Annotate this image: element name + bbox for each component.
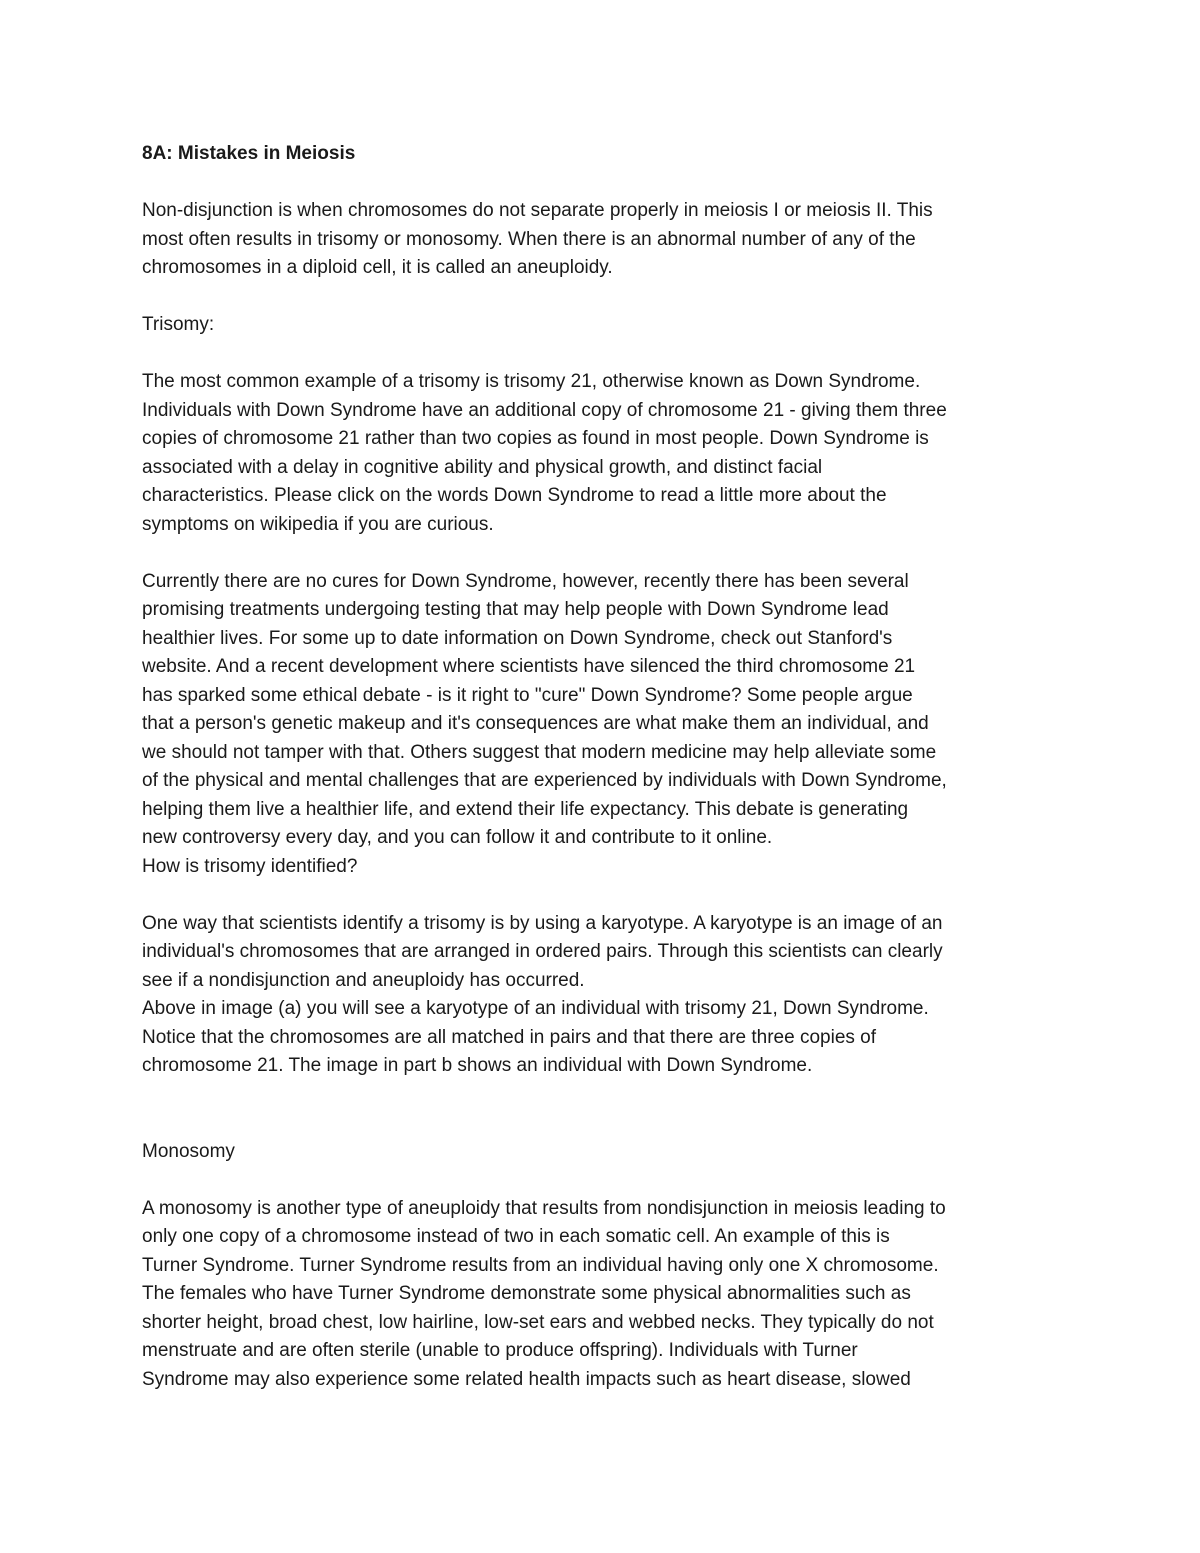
spacer bbox=[142, 1081, 1072, 1138]
paragraph-line: symptoms on wikipedia if you are curious. bbox=[142, 513, 494, 535]
spacer bbox=[142, 1166, 1072, 1195]
paragraph-line: Non-disjunction is when chromosomes do not separate properly in meiosis I or meiosis II. This bbox=[142, 200, 933, 221]
paragraph-line: The females who have Turner Syndrome demonstrate some physical abnormalities such as bbox=[142, 1283, 911, 1304]
paragraph-line: One way that scientists identify a trisomy is by using a karyotype. A karyotype is an image of an bbox=[142, 912, 943, 934]
paragraph-line: A monosomy is another type of aneuploidy that results from nondisjunction in meiosis leading to bbox=[142, 1197, 946, 1219]
paragraph-line: see if a nondisjunction and aneuploidy has occurred. bbox=[142, 969, 585, 991]
paragraph-line: that a person's genetic makeup and it's consequences are what make them an individual, and bbox=[142, 713, 929, 734]
spacer bbox=[142, 881, 1072, 910]
spacer bbox=[142, 283, 1072, 312]
paragraph-line: menstruate and are often sterile (unable to produce offspring). Individuals with Turner bbox=[142, 1340, 858, 1361]
paragraph-line: chromosomes in a diploid cell, it is called an aneuploidy. bbox=[142, 257, 613, 278]
paragraph-line: Individuals with Down Syndrome have an additional copy of chromosome 21 - giving them three bbox=[142, 399, 947, 421]
monosomy-paragraph-1 bbox=[142, 1195, 1072, 1395]
paragraph-line: new controversy every day, and you can follow it and contribute to it online. bbox=[142, 827, 773, 848]
paragraph-line: Turner Syndrome. Turner Syndrome results from an individual having only one X chromosome. bbox=[142, 1254, 939, 1276]
spacer bbox=[142, 169, 1072, 198]
spacer bbox=[142, 340, 1072, 369]
paragraph-line: most often results in trisomy or monosomy. When there is an abnormal number of any of the bbox=[142, 228, 916, 250]
intro-paragraph bbox=[142, 197, 1072, 283]
monosomy-heading: Monosomy bbox=[142, 1140, 235, 1162]
paragraph-line: of the physical and mental challenges that are experienced by individuals with Down Syndrome, bbox=[142, 770, 947, 791]
paragraph-line: website. And a recent development where scientists have silenced the third chromosome 21 bbox=[142, 656, 916, 677]
paragraph-line: helping them live a healthier life, and extend their life expectancy. This debate is generating bbox=[142, 798, 909, 820]
trisomy-heading: Trisomy: bbox=[142, 314, 215, 335]
trisomy-paragraph-3 bbox=[142, 910, 1072, 1081]
document-title: 8A: Mistakes in Meiosis bbox=[142, 143, 356, 164]
paragraph-line: Currently there are no cures for Down Syndrome, however, recently there has been several bbox=[142, 570, 909, 592]
trisomy-paragraph-1 bbox=[142, 368, 1072, 539]
paragraph-line: we should not tamper with that. Others suggest that modern medicine may help alleviate some bbox=[142, 741, 937, 763]
paragraph-line: has sparked some ethical debate - is it right to "cure" Down Syndrome? Some people argue bbox=[142, 684, 913, 706]
paragraph-line: healthier lives. For some up to date information on Down Syndrome, check out Stanford's bbox=[142, 627, 893, 649]
paragraph-line: copies of chromosome 21 rather than two copies as found in most people. Down Syndrome is bbox=[142, 428, 929, 449]
document-body bbox=[142, 140, 1072, 1394]
paragraph-line: Syndrome may also experience some related health impacts such as heart disease, slowed bbox=[142, 1368, 911, 1390]
trisomy-paragraph-2 bbox=[142, 568, 1072, 882]
paragraph-line: Notice that the chromosomes are all matched in pairs and that there are three copies of bbox=[142, 1026, 877, 1048]
paragraph-line: Above in image (a) you will see a karyotype of an individual with trisomy 21, Down Syndrome. bbox=[142, 998, 929, 1019]
paragraph-line: only one copy of a chromosome instead of two in each somatic cell. An example of this is bbox=[142, 1226, 890, 1247]
subheading-trisomy-identified: How is trisomy identified? bbox=[142, 855, 358, 877]
paragraph-line: associated with a delay in cognitive ability and physical growth, and distinct facial bbox=[142, 456, 823, 478]
paragraph-line: characteristics. Please click on the words Down Syndrome to read a little more about the bbox=[142, 485, 887, 506]
paragraph-line: individual's chromosomes that are arranged in ordered pairs. Through this scientists can clearly bbox=[142, 941, 943, 962]
paragraph-line: The most common example of a trisomy is trisomy 21, otherwise known as Down Syndrome. bbox=[142, 371, 921, 392]
paragraph-line: shorter height, broad chest, low hairline, low-set ears and webbed necks. They typically do not bbox=[142, 1311, 934, 1333]
paragraph-line: promising treatments undergoing testing that may help people with Down Syndrome lead bbox=[142, 599, 889, 620]
paragraph-line: chromosome 21. The image in part b shows an individual with Down Syndrome. bbox=[142, 1055, 813, 1076]
spacer bbox=[142, 539, 1072, 568]
